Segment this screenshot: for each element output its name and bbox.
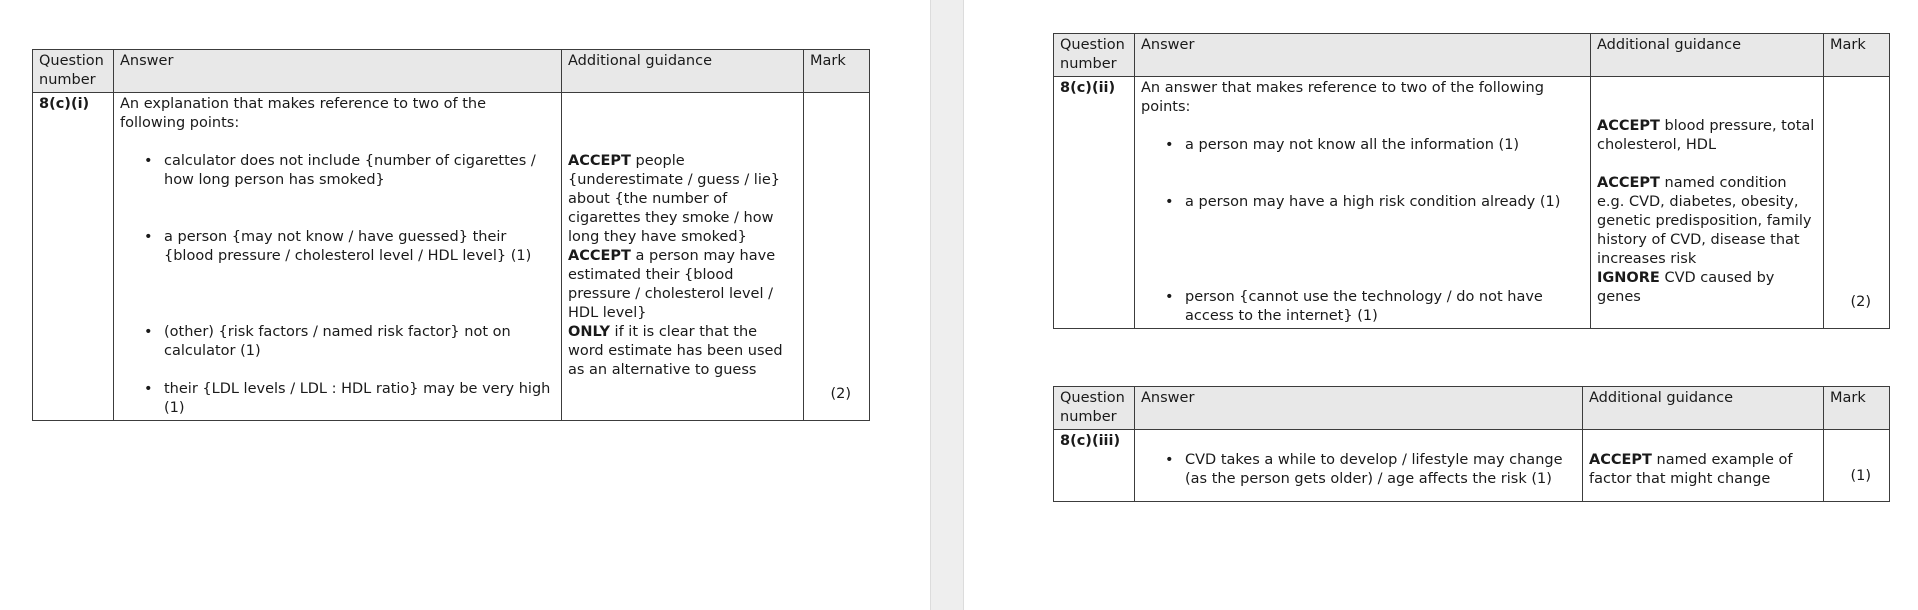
guidance-text: named example of factor that might change: [1589, 452, 1793, 487]
question-number: 8(c)(ii): [1054, 77, 1135, 329]
mark-cell: [1824, 77, 1890, 329]
mark-cell: [804, 93, 870, 421]
guidance-text: if it is clear that the word estimate has been used as an alternative to guess: [568, 324, 783, 378]
guidance-note: [1597, 117, 1817, 155]
guidance-text: CVD caused by genes: [1597, 270, 1775, 305]
guidance-keyword: ACCEPT: [568, 153, 631, 169]
guidance-keyword: ACCEPT: [1589, 452, 1652, 468]
mark-scheme-table-8ciii: [1053, 386, 1890, 502]
answer-cell: [1135, 430, 1583, 502]
answer-cell: [1135, 77, 1591, 329]
header-question-number: Question number: [1054, 387, 1135, 430]
mark-cell: [1824, 430, 1890, 502]
header-mark: Mark: [804, 50, 870, 93]
header-mark: Mark: [1824, 34, 1890, 77]
left-page: [0, 0, 930, 610]
header-answer: Answer: [114, 50, 562, 93]
header-additional-guidance: Additional guidance: [1583, 387, 1824, 430]
table-header-row: [1054, 387, 1890, 430]
answer-cell: [114, 93, 562, 421]
header-additional-guidance: Additional guidance: [562, 50, 804, 93]
mark-scheme-table-8ci: [32, 49, 870, 421]
header-additional-guidance: Additional guidance: [1591, 34, 1824, 77]
list-item: • person {cannot use the technology / do not have access to the internet} (1): [1141, 288, 1584, 326]
guidance-note: [1589, 451, 1817, 489]
list-item: • a person may not know all the information (1): [1141, 136, 1584, 155]
header-answer: Answer: [1135, 34, 1591, 77]
list-item: • (other) {risk factors / named risk factor} not on calculator (1): [120, 323, 555, 361]
question-number: 8(c)(iii): [1054, 430, 1135, 502]
guidance-note: [1597, 269, 1817, 307]
list-item-text: their {LDL levels / LDL : HDL ratio} may be very high (1): [164, 381, 551, 416]
mark-value: (2): [830, 386, 851, 402]
guidance-cell: [562, 93, 804, 421]
mark-scheme-table-8cii: [1053, 33, 1890, 329]
list-item: • CVD takes a while to develop / lifestyle may change (as the person gets older) / age affects the risk (1): [1141, 451, 1576, 489]
header-mark: Mark: [1824, 387, 1890, 430]
list-item: [120, 380, 555, 418]
answer-intro: An explanation that makes reference to two of the following points:: [120, 96, 486, 131]
list-item: • calculator does not include {number of cigarettes / how long person has smoked}: [120, 152, 555, 190]
guidance-keyword: ACCEPT: [568, 248, 631, 264]
guidance-text: a person may have estimated their {blood pressure / cholesterol level / HDL level}: [568, 248, 776, 321]
guidance-note: [568, 152, 797, 247]
list-item: • a person may have a high risk condition already (1): [1141, 193, 1584, 212]
guidance-note: [568, 323, 797, 380]
answer-points: [1141, 136, 1584, 326]
guidance-text: named condition e.g. CVD, diabetes, obesity, genetic predisposition, family history of CVD, disease that increases risk: [1597, 175, 1812, 267]
header-question-number: Question number: [1054, 34, 1135, 77]
answer-points: [1141, 451, 1576, 489]
table-row: [1054, 77, 1890, 329]
guidance-text: blood pressure, total cholesterol, HDL: [1597, 118, 1815, 153]
guidance-keyword: IGNORE: [1597, 270, 1660, 286]
table-row: [1054, 430, 1890, 502]
page-gutter: [930, 0, 964, 610]
question-number: 8(c)(i): [33, 93, 114, 421]
table-row: [33, 93, 870, 421]
guidance-note: [1597, 174, 1817, 269]
header-answer: Answer: [1135, 387, 1583, 430]
guidance-keyword: ACCEPT: [1597, 175, 1660, 191]
guidance-note: [568, 247, 797, 323]
answer-points: [120, 152, 555, 418]
mark-value: (2): [1850, 294, 1871, 310]
table-header-row: [1054, 34, 1890, 77]
mark-value: (1): [1850, 468, 1871, 484]
guidance-text: people {underestimate / guess / lie} about {the number of cigarettes they smoke / how long they have smoked}: [568, 153, 781, 245]
guidance-cell: [1591, 77, 1824, 329]
guidance-cell: [1583, 430, 1824, 502]
guidance-keyword: ACCEPT: [1597, 118, 1660, 134]
header-question-number: Question number: [33, 50, 114, 93]
list-item: • a person {may not know / have guessed} their {blood pressure / cholesterol level / HDL level} (1): [120, 228, 555, 266]
right-page: [964, 0, 1918, 610]
answer-intro: An answer that makes reference to two of the following points:: [1141, 80, 1544, 115]
guidance-keyword: ONLY: [568, 324, 610, 340]
table-header-row: [33, 50, 870, 93]
